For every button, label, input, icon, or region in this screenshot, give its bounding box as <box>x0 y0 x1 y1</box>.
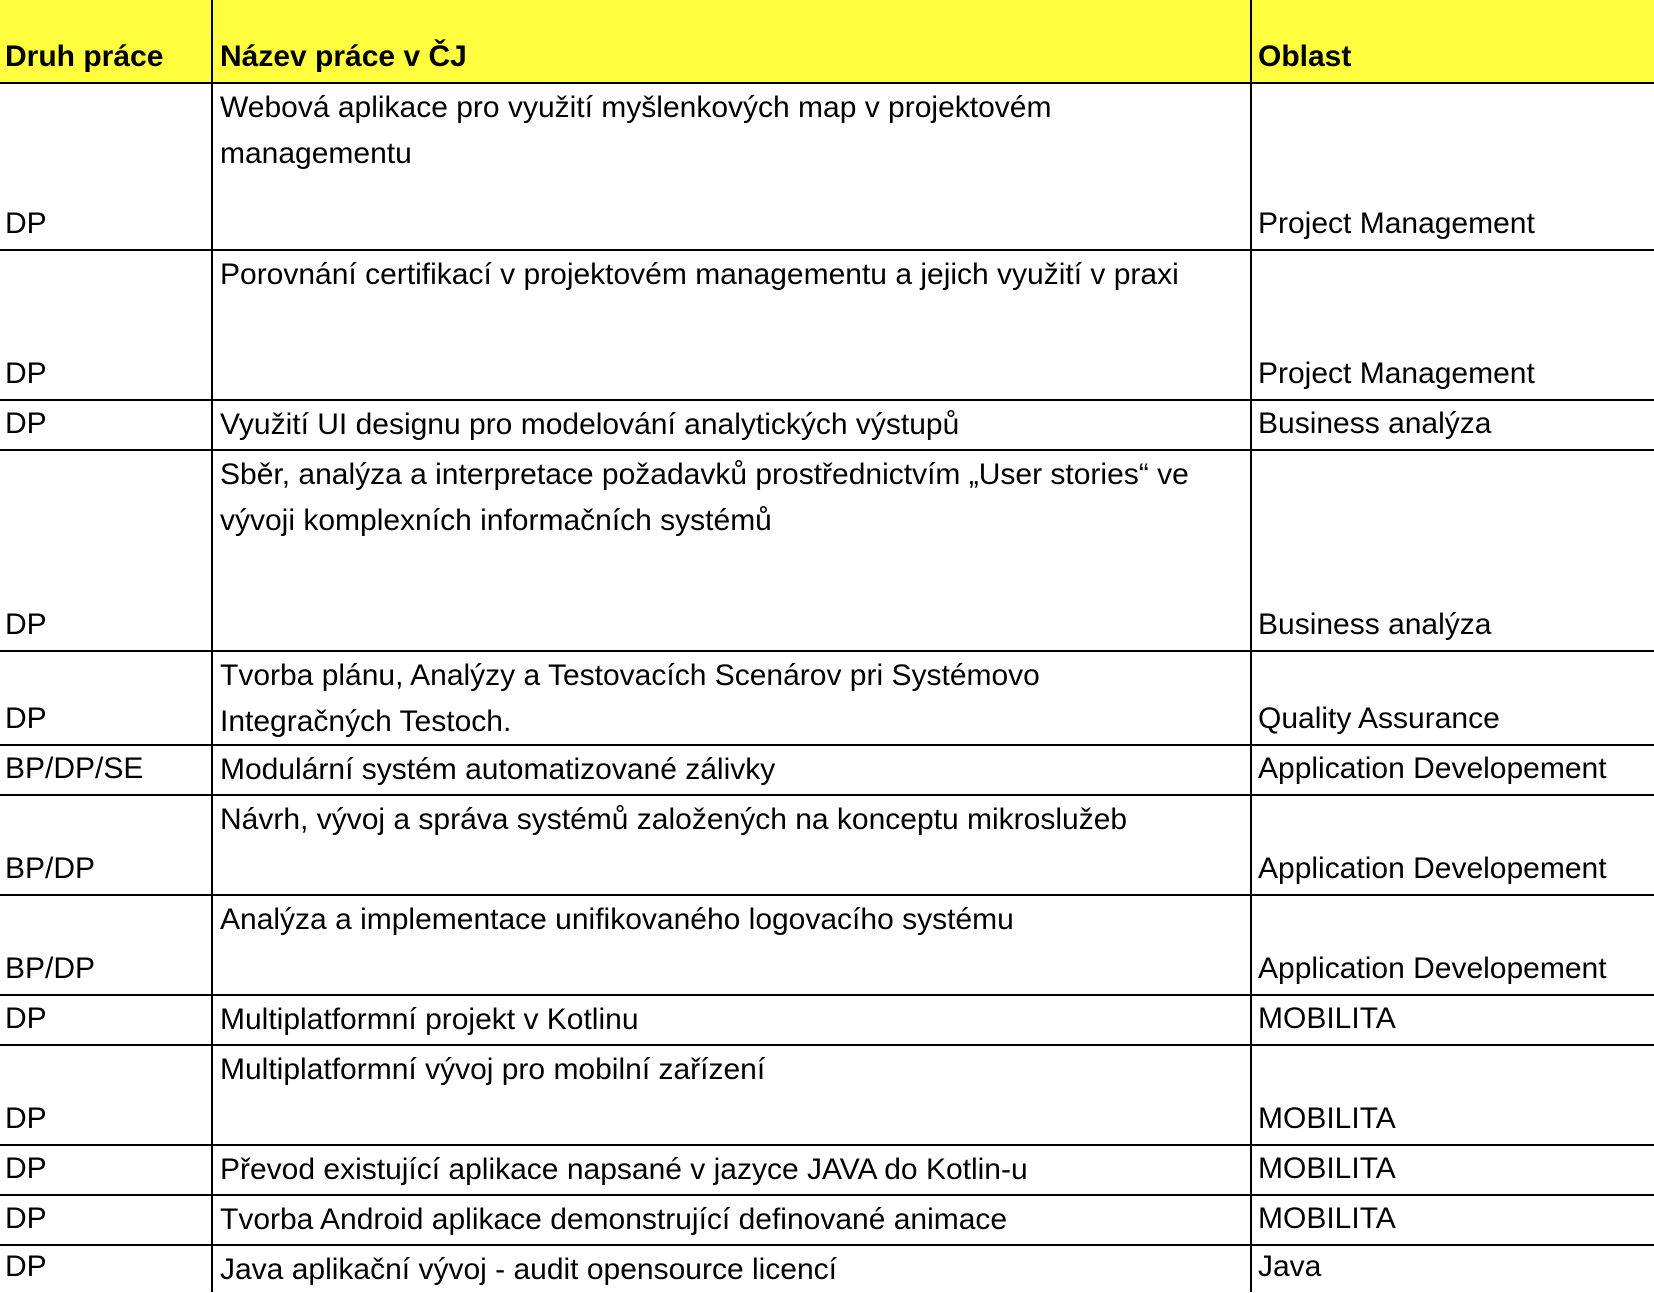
cell-type[interactable]: DP <box>0 1196 213 1244</box>
cell-area[interactable]: Java <box>1258 1250 1322 1283</box>
table-row <box>0 1146 1654 1196</box>
table-row <box>0 84 1654 251</box>
table-row <box>0 451 1654 652</box>
cell-title[interactable]: Návrh, vývoj a správa systémů založených na konceptu mikroslužeb <box>213 796 1252 894</box>
cell-type[interactable]: DP <box>0 996 213 1044</box>
header-row <box>0 0 1654 84</box>
table-row <box>0 746 1654 796</box>
cell-type[interactable]: DP <box>0 1146 213 1194</box>
table-row <box>0 996 1654 1046</box>
cell-area[interactable]: MOBILITA <box>1258 1202 1396 1235</box>
table-row <box>0 251 1654 401</box>
cell-area[interactable]: Application Developement <box>1258 952 1607 985</box>
header-druh-prace[interactable]: Druh práce <box>0 0 213 82</box>
table-row <box>0 401 1654 451</box>
cell-title[interactable]: Tvorba Android aplikace demonstrující definované animace <box>213 1196 1252 1244</box>
cell-area[interactable]: Quality Assurance <box>1258 702 1500 735</box>
cell-type[interactable]: BP/DP <box>0 796 213 894</box>
cell-area[interactable]: Application Developement <box>1258 852 1607 885</box>
cell-area[interactable]: MOBILITA <box>1258 1102 1396 1135</box>
cell-title[interactable]: Multiplatformní vývoj pro mobilní zařízení <box>213 1046 1252 1144</box>
cell-type[interactable]: BP/DP/SE <box>0 746 213 794</box>
cell-title[interactable]: Java aplikační vývoj - audit opensource licencí <box>213 1246 1252 1292</box>
cell-type[interactable]: DP <box>0 84 213 249</box>
cell-area[interactable]: MOBILITA <box>1258 1152 1396 1185</box>
cell-title[interactable]: Využití UI designu pro modelování analytických výstupů <box>213 401 1252 449</box>
cell-type[interactable]: DP <box>0 401 213 449</box>
cell-area[interactable]: Project Management <box>1258 207 1535 240</box>
cell-area[interactable]: MOBILITA <box>1258 1002 1396 1035</box>
cell-title[interactable]: Modulární systém automatizované zálivky <box>213 746 1252 794</box>
table-row <box>0 1246 1654 1292</box>
table-row <box>0 896 1654 996</box>
cell-type[interactable]: DP <box>0 1246 213 1292</box>
table-row <box>0 796 1654 896</box>
cell-type[interactable]: DP <box>0 451 213 650</box>
cell-title[interactable]: Webová aplikace pro využití myšlenkových map v projektovém managementu <box>213 84 1252 249</box>
cell-title[interactable]: Sběr, analýza a interpretace požadavků prostřednictvím „User stories“ ve vývoji komplexních informačních systémů <box>213 451 1252 650</box>
table-row <box>0 652 1654 746</box>
cell-area[interactable]: Application Developement <box>1258 752 1607 785</box>
cell-title[interactable]: Převod existující aplikace napsané v jazyce JAVA do Kotlin-u <box>213 1146 1252 1194</box>
header-nazev-prace[interactable]: Název práce v ČJ <box>213 0 1252 82</box>
header-oblast[interactable]: Oblast <box>1258 40 1352 73</box>
cell-type[interactable]: BP/DP <box>0 896 213 994</box>
cell-type[interactable]: DP <box>0 251 213 399</box>
table-row <box>0 1196 1654 1246</box>
cell-area[interactable]: Business analýza <box>1258 608 1492 641</box>
cell-title[interactable]: Tvorba plánu, Analýzy a Testovacích Scenárov pri Systémovo Integračných Testoch. <box>213 652 1252 744</box>
cell-type[interactable]: DP <box>0 652 213 744</box>
cell-area[interactable]: Business analýza <box>1258 407 1492 440</box>
cell-title[interactable]: Multiplatformní projekt v Kotlinu <box>213 996 1252 1044</box>
cell-title[interactable]: Analýza a implementace unifikovaného logovacího systému <box>213 896 1252 994</box>
cell-type[interactable]: DP <box>0 1046 213 1144</box>
cell-area[interactable]: Project Management <box>1258 357 1535 390</box>
table-row <box>0 1046 1654 1146</box>
cell-title[interactable]: Porovnání certifikací v projektovém managementu a jejich využití v praxi <box>213 251 1252 399</box>
